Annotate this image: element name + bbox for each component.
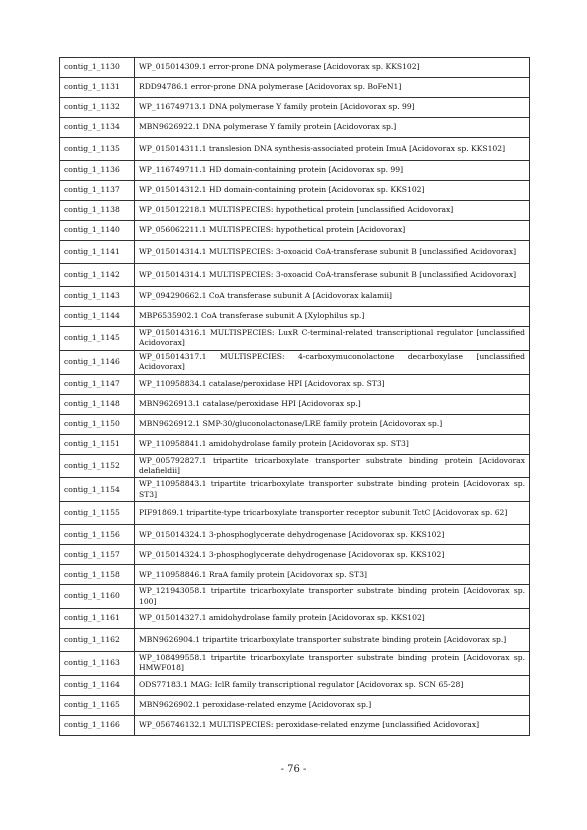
contig-id: contig_1_1154: [60, 478, 135, 502]
table-row: [60, 715, 530, 735]
protein-annotation: MBN9626912.1 SMP-30/gluconolactonase/LRE family protein [Acidovorax sp.]: [135, 414, 530, 434]
contig-id: contig_1_1143: [60, 287, 135, 307]
contig-id: contig_1_1160: [60, 585, 135, 609]
contig-id: contig_1_1166: [60, 715, 135, 735]
protein-annotation: WP_015014317.1 MULTISPECIES: 4-carboxymuconolactone decarboxylase [unclassified Acidovorax]: [135, 350, 530, 374]
contig-id: contig_1_1151: [60, 434, 135, 454]
contig-id: contig_1_1141: [60, 241, 135, 264]
contig-id: contig_1_1155: [60, 502, 135, 525]
protein-annotation: MBN9626922.1 DNA polymerase Y family protein [Acidovorax sp.]: [135, 118, 530, 138]
table-row: [60, 241, 530, 264]
protein-annotation: WP_015014324.1 3-phosphoglycerate dehydrogenase [Acidovorax sp. KKS102]: [135, 525, 530, 545]
page-number: - 76 -: [280, 764, 307, 775]
table-row: [60, 350, 530, 374]
table-row: [60, 434, 530, 454]
protein-annotation: WP_116749713.1 DNA polymerase Y family protein [Acidovorax sp. 99]: [135, 98, 530, 118]
annotation-table-container: [59, 57, 529, 736]
protein-annotation: WP_015014314.1 MULTISPECIES: 3-oxoacid CoA-transferase subunit B [unclassified Acidovorax]: [135, 241, 530, 264]
contig-id: contig_1_1163: [60, 652, 135, 676]
protein-annotation: WP_015012218.1 MULTISPECIES: hypothetical protein [unclassified Acidovorax]: [135, 201, 530, 221]
protein-annotation: PIF91869.1 tripartite-type tricarboxylate transporter receptor subunit TctC [Acidovorax sp. 62]: [135, 502, 530, 525]
protein-annotation: WP_005792827.1 tripartite tricarboxylate transporter substrate binding protein [Acidovorax delafieldii]: [135, 454, 530, 478]
table-row: [60, 565, 530, 585]
contig-id: contig_1_1158: [60, 565, 135, 585]
contig-id: contig_1_1161: [60, 609, 135, 629]
table-row: [60, 118, 530, 138]
table-row: [60, 585, 530, 609]
table-row: [60, 287, 530, 307]
contig-id: contig_1_1138: [60, 201, 135, 221]
contig-id: contig_1_1131: [60, 78, 135, 98]
table-row: [60, 478, 530, 502]
table-row: [60, 327, 530, 351]
table-row: [60, 695, 530, 715]
annotation-table-body: [60, 58, 530, 736]
contig-id: contig_1_1145: [60, 327, 135, 351]
protein-annotation: WP_094290662.1 CoA transferase subunit A [Acidovorax kalamii]: [135, 287, 530, 307]
contig-id: contig_1_1142: [60, 264, 135, 287]
protein-annotation: MBN9626913.1 catalase/peroxidase HPI [Acidovorax sp.]: [135, 394, 530, 414]
protein-annotation: WP_015014309.1 error-prone DNA polymerase [Acidovorax sp. KKS102]: [135, 58, 530, 78]
table-row: [60, 454, 530, 478]
protein-annotation: WP_116749711.1 HD domain-containing protein [Acidovorax sp. 99]: [135, 161, 530, 181]
protein-annotation: WP_015014327.1 amidohydrolase family protein [Acidovorax sp. KKS102]: [135, 609, 530, 629]
table-row: [60, 98, 530, 118]
table-row: [60, 138, 530, 161]
contig-id: contig_1_1164: [60, 675, 135, 695]
contig-id: contig_1_1132: [60, 98, 135, 118]
protein-annotation: WP_056746132.1 MULTISPECIES: peroxidase-related enzyme [unclassified Acidovorax]: [135, 715, 530, 735]
contig-id: contig_1_1157: [60, 545, 135, 565]
table-row: [60, 374, 530, 394]
contig-id: contig_1_1134: [60, 118, 135, 138]
table-row: [60, 264, 530, 287]
table-row: [60, 545, 530, 565]
protein-annotation: WP_110958843.1 tripartite tricarboxylate transporter substrate binding protein [Acidovorax sp. ST3]: [135, 478, 530, 502]
table-row: [60, 307, 530, 327]
contig-id: contig_1_1136: [60, 161, 135, 181]
table-row: [60, 525, 530, 545]
table-row: [60, 652, 530, 676]
protein-annotation: MBN9626902.1 peroxidase-related enzyme [Acidovorax sp.]: [135, 695, 530, 715]
protein-annotation: MBP6535902.1 CoA transferase subunit A [Xylophilus sp.]: [135, 307, 530, 327]
contig-id: contig_1_1146: [60, 350, 135, 374]
table-row: [60, 414, 530, 434]
contig-id: contig_1_1150: [60, 414, 135, 434]
contig-id: contig_1_1162: [60, 629, 135, 652]
contig-id: contig_1_1148: [60, 394, 135, 414]
contig-id: contig_1_1130: [60, 58, 135, 78]
protein-annotation: ODS77183.1 MAG: IclR family transcriptional regulator [Acidovorax sp. SCN 65-28]: [135, 675, 530, 695]
table-row: [60, 394, 530, 414]
table-row: [60, 502, 530, 525]
contig-id: contig_1_1147: [60, 374, 135, 394]
protein-annotation: WP_110958846.1 RraA family protein [Acidovorax sp. ST3]: [135, 565, 530, 585]
table-row: [60, 181, 530, 201]
table-row: [60, 78, 530, 98]
contig-id: contig_1_1152: [60, 454, 135, 478]
table-row: [60, 675, 530, 695]
protein-annotation: WP_056062211.1 MULTISPECIES: hypothetical protein [Acidovorax]: [135, 221, 530, 241]
protein-annotation: WP_015014314.1 MULTISPECIES: 3-oxoacid CoA-transferase subunit B [unclassified Acidovorax]: [135, 264, 530, 287]
contig-id: contig_1_1165: [60, 695, 135, 715]
table-row: [60, 609, 530, 629]
table-row: [60, 161, 530, 181]
protein-annotation: WP_121943058.1 tripartite tricarboxylate transporter substrate binding protein [Acidovorax sp. 100]: [135, 585, 530, 609]
contig-id: contig_1_1137: [60, 181, 135, 201]
protein-annotation: WP_015014324.1 3-phosphoglycerate dehydrogenase [Acidovorax sp. KKS102]: [135, 545, 530, 565]
table-row: [60, 58, 530, 78]
protein-annotation: MBN9626904.1 tripartite tricarboxylate transporter substrate binding protein [Acidovorax sp.]: [135, 629, 530, 652]
annotation-table: [59, 57, 530, 736]
contig-id: contig_1_1135: [60, 138, 135, 161]
protein-annotation: WP_110958834.1 catalase/peroxidase HPI [Acidovorax sp. ST3]: [135, 374, 530, 394]
protein-annotation: WP_015014312.1 HD domain-containing protein [Acidovorax sp. KKS102]: [135, 181, 530, 201]
protein-annotation: WP_015014316.1 MULTISPECIES: LuxR C-terminal-related transcriptional regulator [unclassified Acidovorax]: [135, 327, 530, 351]
table-row: [60, 201, 530, 221]
table-row: [60, 221, 530, 241]
protein-annotation: WP_110958841.1 amidohydrolase family protein [Acidovorax sp. ST3]: [135, 434, 530, 454]
protein-annotation: WP_108499558.1 tripartite tricarboxylate transporter substrate binding protein [Acidovorax sp. HMWF018]: [135, 652, 530, 676]
contig-id: contig_1_1144: [60, 307, 135, 327]
table-row: [60, 629, 530, 652]
contig-id: contig_1_1140: [60, 221, 135, 241]
protein-annotation: RDD94786.1 error-prone DNA polymerase [Acidovorax sp. BoFeN1]: [135, 78, 530, 98]
contig-id: contig_1_1156: [60, 525, 135, 545]
protein-annotation: WP_015014311.1 translesion DNA synthesis-associated protein ImuA [Acidovorax sp. KKS102]: [135, 138, 530, 161]
